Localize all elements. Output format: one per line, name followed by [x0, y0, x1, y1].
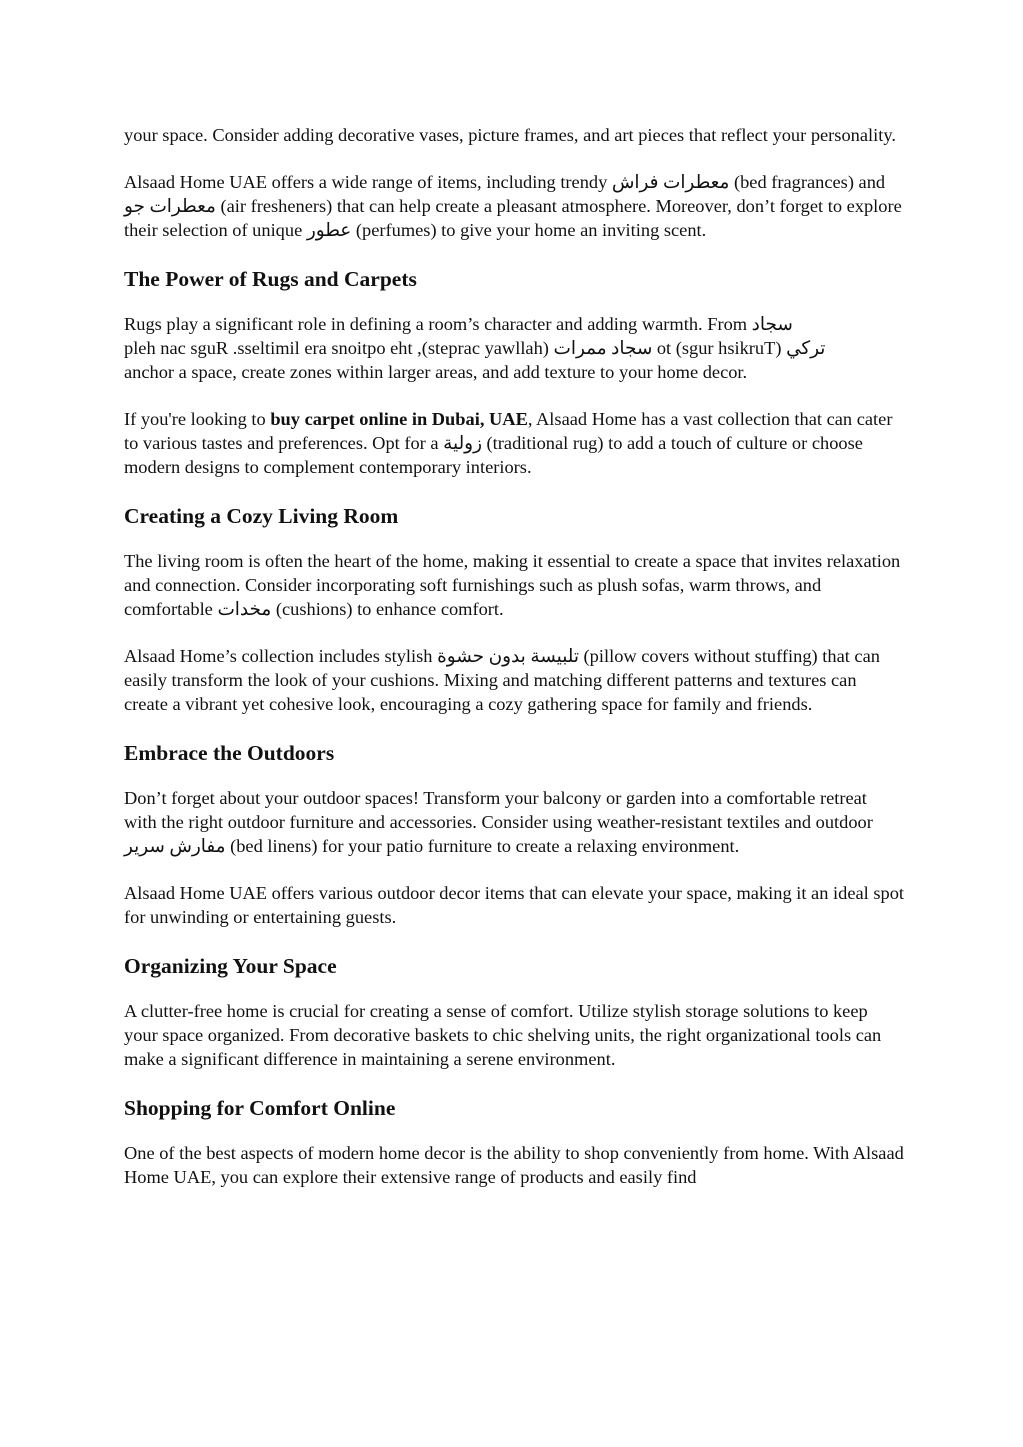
- arabic-term-rugs: سجاد: [751, 314, 793, 335]
- paragraph-organizing: A clutter-free home is crucial for creating a sense of comfort. Utilize stylish storage solutions to keep your space organized. From decorative baskets to chic shelving units, the right organizational tools can make a significant difference in maintaining a serene environment.: [124, 1001, 882, 1070]
- paragraph-shopping: One of the best aspects of modern home decor is the ability to shop conveniently from home. With Alsaad Home UAE, you can explore their extensive range of products and easily find: [124, 1143, 904, 1188]
- heading-organizing: Organizing Your Space: [124, 954, 337, 979]
- arabic-term-air-fresheners: معطرات جو: [124, 196, 216, 217]
- arabic-term-pillow-covers: تلبيسة بدون حشوة: [437, 646, 579, 667]
- arabic-term-traditional-rug: زولية: [443, 433, 482, 454]
- text-segment: anchor a space, create zones within larger areas, and add texture to your home decor.: [124, 361, 748, 382]
- bold-keyword: buy carpet online in Dubai, UAE: [270, 409, 528, 430]
- text-segment: (traditional rug) to add a touch of culture or choose modern designs to complement contemporary interiors.: [124, 433, 863, 477]
- arabic-term-bed-linens: مفارش سرير: [124, 835, 226, 856]
- text-segment: (pillow covers without stuffing) that can easily transform the look of your cushions. Mixing and matching different patterns and textures can create a vibrant yet cohesive look, encouraging a cozy gathering space for family and friends.: [124, 646, 880, 714]
- text-segment: If you're looking to: [124, 409, 271, 430]
- paragraph-fragrances: [124, 171, 904, 242]
- paragraph-decor-intro: your space. Consider adding decorative vases, picture frames, and art pieces that reflect your personality.: [124, 125, 896, 145]
- arabic-term-perfumes: عطور: [306, 219, 352, 240]
- text-segment: (bed linens) for your patio furniture to create a relaxing environment.: [225, 835, 740, 856]
- paragraph-living-room: [124, 550, 904, 621]
- text-segment: (air fresheners) that can help create a pleasant atmosphere. Moreover, don’t forget to explore their selection of unique: [124, 196, 902, 240]
- text-segment: (bed fragrances) and: [729, 172, 886, 193]
- heading-shopping: Shopping for Comfort Online: [124, 1096, 396, 1121]
- text-segment: pleh nac sguR .sseltimil era snoitpo eht ,(steprac yawllah): [124, 338, 554, 359]
- arabic-term-hallway-carpets: سجاد ممرات: [553, 338, 653, 359]
- heading-rugs: The Power of Rugs and Carpets: [124, 267, 417, 292]
- heading-outdoors: Embrace the Outdoors: [124, 741, 335, 766]
- text-segment: Don’t forget about your outdoor spaces! Transform your balcony or garden into a comfortable retreat with the right outdoor furniture and accessories. Consider using weather-resistant textiles and outdoor: [124, 788, 873, 833]
- text-segment: ot (sgur hsikruT): [652, 338, 787, 359]
- text-segment: (perfumes) to give your home an inviting scent.: [351, 219, 707, 240]
- text-segment: Alsaad Home’s collection includes stylish: [124, 646, 438, 667]
- heading-living-room: Creating a Cozy Living Room: [124, 504, 399, 529]
- arabic-term-bed-fragrances: معطرات فراش: [611, 172, 730, 193]
- paragraph-outdoor-spaces: [124, 787, 904, 858]
- text-segment: , Alsaad Home has a vast collection that can cater to various tastes and preferences. Opt for a: [124, 409, 893, 454]
- paragraph-pillow-covers: [124, 645, 904, 716]
- arabic-term-turkish: تركي: [786, 338, 826, 359]
- arabic-term-cushions: مخدات: [217, 598, 272, 619]
- text-segment: (cushions) to enhance comfort.: [271, 598, 504, 619]
- paragraph-outdoor-decor: Alsaad Home UAE offers various outdoor decor items that can elevate your space, making it an ideal spot for unwinding or entertaining guests.: [124, 883, 905, 928]
- text-segment: The living room is often the heart of the home, making it essential to create a space that invites relaxation and connection. Consider incorporating soft furnishings such as plush sofas, warm throws, and comfortable: [124, 551, 901, 619]
- paragraph-rugs: [124, 313, 904, 384]
- paragraph-buy-carpet: [124, 408, 904, 479]
- text-segment: Rugs play a significant role in defining a room’s character and adding warmth. From: [124, 314, 752, 335]
- document-page: [124, 124, 904, 1214]
- text-segment: Alsaad Home UAE offers a wide range of items, including trendy: [124, 172, 612, 193]
